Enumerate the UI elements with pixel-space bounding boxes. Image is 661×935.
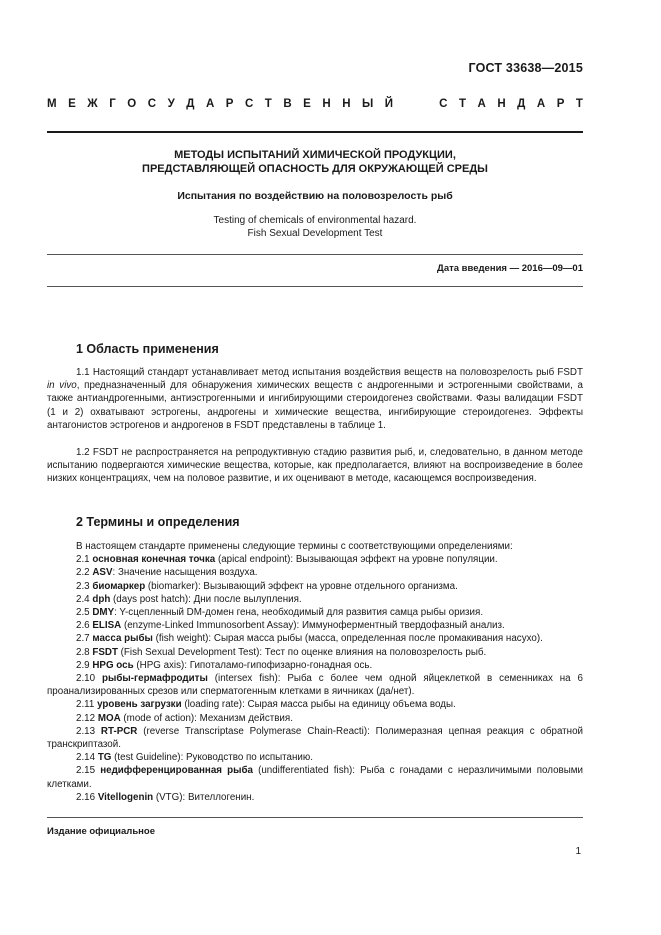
band-letter: Е: [68, 98, 76, 110]
term-number: 2.1: [76, 554, 90, 566]
english-title: [47, 214, 583, 240]
band-letter: Д: [186, 98, 195, 110]
band-letter: А: [205, 98, 215, 110]
terms-list: [47, 540, 583, 804]
term-definition: (test Guideline): Руководство по испытанию.: [111, 752, 313, 764]
english-title-line-1: Testing of chemicals of environmental hazard.: [213, 215, 417, 226]
band-letter: О: [127, 98, 137, 110]
term-definition: (Fish Sexual Development Test): Тест по оценке влияния на половозрелость рыб.: [117, 646, 487, 658]
band-letter: Н: [342, 98, 351, 110]
document-subtitle: Испытания по воздействию на половозрелость рыб: [177, 190, 453, 202]
term-name: недифференцированная рыба: [100, 765, 253, 777]
term-name: ASV: [92, 567, 113, 579]
term-name: DMY: [92, 607, 115, 619]
document-title: [47, 148, 583, 176]
band-letter: С: [244, 98, 254, 110]
section-1-heading: 1 Область применения: [76, 342, 219, 356]
title-line-1: МЕТОДЫ ИСПЫТАНИЙ ХИМИЧЕСКОЙ ПРОДУКЦИИ,: [174, 149, 456, 161]
term-entry: [47, 593, 583, 606]
band-letter: Н: [497, 98, 506, 110]
band-letter: Т: [458, 98, 466, 110]
term-definition: (days post hatch): Дни после вылупления.: [110, 593, 302, 605]
term-name: биомаркер: [92, 580, 146, 592]
term-number: 2.10: [76, 673, 96, 685]
term-name: MOA: [97, 712, 121, 724]
term-number: 2.5: [76, 607, 90, 619]
p11-emphasis: in vivo: [47, 380, 77, 392]
section-2-heading: 2 Термины и определения: [76, 515, 240, 529]
band-letter: С: [147, 98, 157, 110]
term-name: основная конечная точка: [92, 554, 216, 566]
band-letter: Р: [556, 98, 565, 110]
page-number: 1: [575, 846, 581, 857]
term-entry: [47, 725, 583, 751]
band-letter: Д: [517, 98, 526, 110]
terms-intro-text: В настоящем стандарте применены следующие термины с соответствующими определениями:: [76, 541, 513, 552]
title-rule: [47, 254, 583, 255]
term-definition: (intersex fish): Рыба с более чем одной яйцеклеткой в семенниках на 6 проанализированных срезов или сперматогенным клетками в яичниках (да/нет).: [47, 673, 583, 698]
term-number: 2.4: [76, 593, 90, 605]
term-number: 2.2: [76, 567, 90, 579]
term-definition: : Значение насыщения воздуха.: [112, 567, 258, 579]
band-letter: А: [477, 98, 486, 110]
introduction-date: Дата введения — 2016—09—01: [437, 263, 583, 274]
term-definition: (loading rate): Сырая масса рыбы на единицу объема воды.: [181, 699, 456, 711]
band-letter: Т: [575, 98, 583, 110]
footer-rule: [47, 817, 583, 818]
term-number: 2.14: [76, 752, 96, 764]
term-entry: [47, 553, 583, 566]
terms-intro: [47, 540, 583, 553]
term-entry: [47, 566, 583, 579]
term-entry: [47, 646, 583, 659]
term-number: 2.12: [76, 712, 96, 724]
term-definition: (HPG axis): Гипоталамо-гипофизарно-гонадная ось.: [133, 659, 373, 671]
term-name: уровень загрузки: [97, 699, 182, 711]
band-letter: С: [439, 98, 448, 110]
term-definition: (enzyme-Linked Immunosorbent Assay): Иммуноферментный твердофазный анализ.: [121, 620, 505, 632]
band-letter: Н: [322, 98, 331, 110]
band-letter: А: [536, 98, 546, 110]
p12-text: 1.2 FSDT не распространяется на репродуктивную стадию развития рыб, и, следовательно, в данном методе испытанию подвергаются химические вещества, которые, как предполагается, влияют на воспроизведение в более низких концентрациях, чем на половое развитие, и их оценивают в методе, касающемся воспроизведения.: [47, 447, 583, 485]
p11-text-a: 1.1 Настоящий стандарт устанавливает метод испытания воздействия веществ на половозрелость рыб FSDT: [76, 367, 583, 378]
term-name: рыбы-гермафродиты: [102, 673, 208, 685]
band-letter: В: [283, 98, 292, 110]
term-entry: [47, 606, 583, 619]
p11-text-b: , предназначенный для обнаружения химических веществ с андрогенными и эстрогенными свойствами, а также антиандрогенными, антиэстрогенными и ингибирующими стероидогенез свойствами. Фазы валидации FSDT (1 и 2) охватывают эстрогены, андрогены и химические вещества, ингибирующие стероидогенез. Эффекты антагонистов эстрогенов и андрогенов в FSDT представлены в таблице 1.: [47, 380, 583, 431]
band-letter: М: [47, 98, 57, 110]
term-name: FSDT: [92, 646, 118, 658]
term-entry: [47, 791, 583, 804]
term-number: 2.3: [76, 580, 90, 592]
band-letter: Г: [109, 98, 116, 110]
term-number: 2.13: [76, 725, 96, 737]
term-number: 2.9: [76, 659, 90, 671]
term-name: TG: [97, 752, 112, 764]
header-rule: [47, 131, 583, 133]
term-number: 2.15: [76, 765, 96, 777]
term-number: 2.11: [76, 699, 95, 711]
term-name: Vitellogenin: [97, 791, 154, 803]
official-edition-label: Издание официальное: [47, 826, 155, 837]
band-letter: Т: [264, 98, 272, 110]
term-entry: [47, 712, 583, 725]
term-name: ELISA: [92, 620, 122, 632]
band-letter: Е: [303, 98, 311, 110]
term-entry: [47, 580, 583, 593]
term-definition: : Y-сцепленный DM-домен гена, необходимый для развития самца рыбы оризия.: [114, 607, 484, 619]
term-entry: [47, 751, 583, 764]
term-definition: (apical endpoint): Вызывающая эффект на уровне популяции.: [215, 554, 498, 566]
standard-number: ГОСТ 33638—2015: [468, 61, 583, 75]
band-letter: Ы: [362, 98, 374, 110]
date-rule: [47, 286, 583, 287]
term-entry: [47, 672, 583, 698]
term-definition: (undifferentiated fish): Рыба с гонадами с неразличимыми половыми клетками.: [47, 765, 583, 790]
english-title-line-2: Fish Sexual Development Test: [247, 228, 383, 239]
term-number: 2.8: [76, 646, 90, 658]
term-definition: (biomarker): Вызывающий эффект на уровне отдельного организма.: [145, 580, 458, 592]
term-name: RT-PCR: [100, 725, 138, 737]
term-definition: (mode of action): Механизм действия.: [120, 712, 293, 724]
term-entry: [47, 659, 583, 672]
band-letter: Ж: [87, 98, 98, 110]
band-letter: У: [167, 98, 175, 110]
term-entry: [47, 619, 583, 632]
term-definition: (fish weight): Сырая масса рыбы (масса, определенная после промакивания насухо).: [152, 633, 543, 645]
term-number: 2.6: [76, 620, 90, 632]
band-letter: Й: [384, 98, 394, 110]
term-name: HPG ось: [92, 659, 134, 671]
term-name: масса рыбы: [92, 633, 153, 645]
term-number: 2.7: [76, 633, 90, 645]
term-entry: [47, 764, 583, 790]
term-definition: (VTG): Вителлогенин.: [153, 791, 255, 803]
paragraph-1-1: [47, 366, 583, 432]
term-entry: [47, 632, 583, 645]
title-line-2: ПРЕДСТАВЛЯЮЩЕЙ ОПАСНОСТЬ ДЛЯ ОКРУЖАЮЩЕЙ СРЕДЫ: [142, 163, 488, 175]
paragraph-1-2: [47, 446, 583, 486]
term-entry: [47, 698, 583, 711]
term-number: 2.16: [76, 791, 96, 803]
interstate-standard-band: [47, 98, 583, 110]
band-letter: Р: [225, 98, 234, 110]
term-definition: (reverse Transcriptase Polymerase Chain-Reacti): Полимеразная цепная реакция с обратной транскриптазой.: [47, 725, 583, 751]
term-name: dph: [92, 593, 111, 605]
